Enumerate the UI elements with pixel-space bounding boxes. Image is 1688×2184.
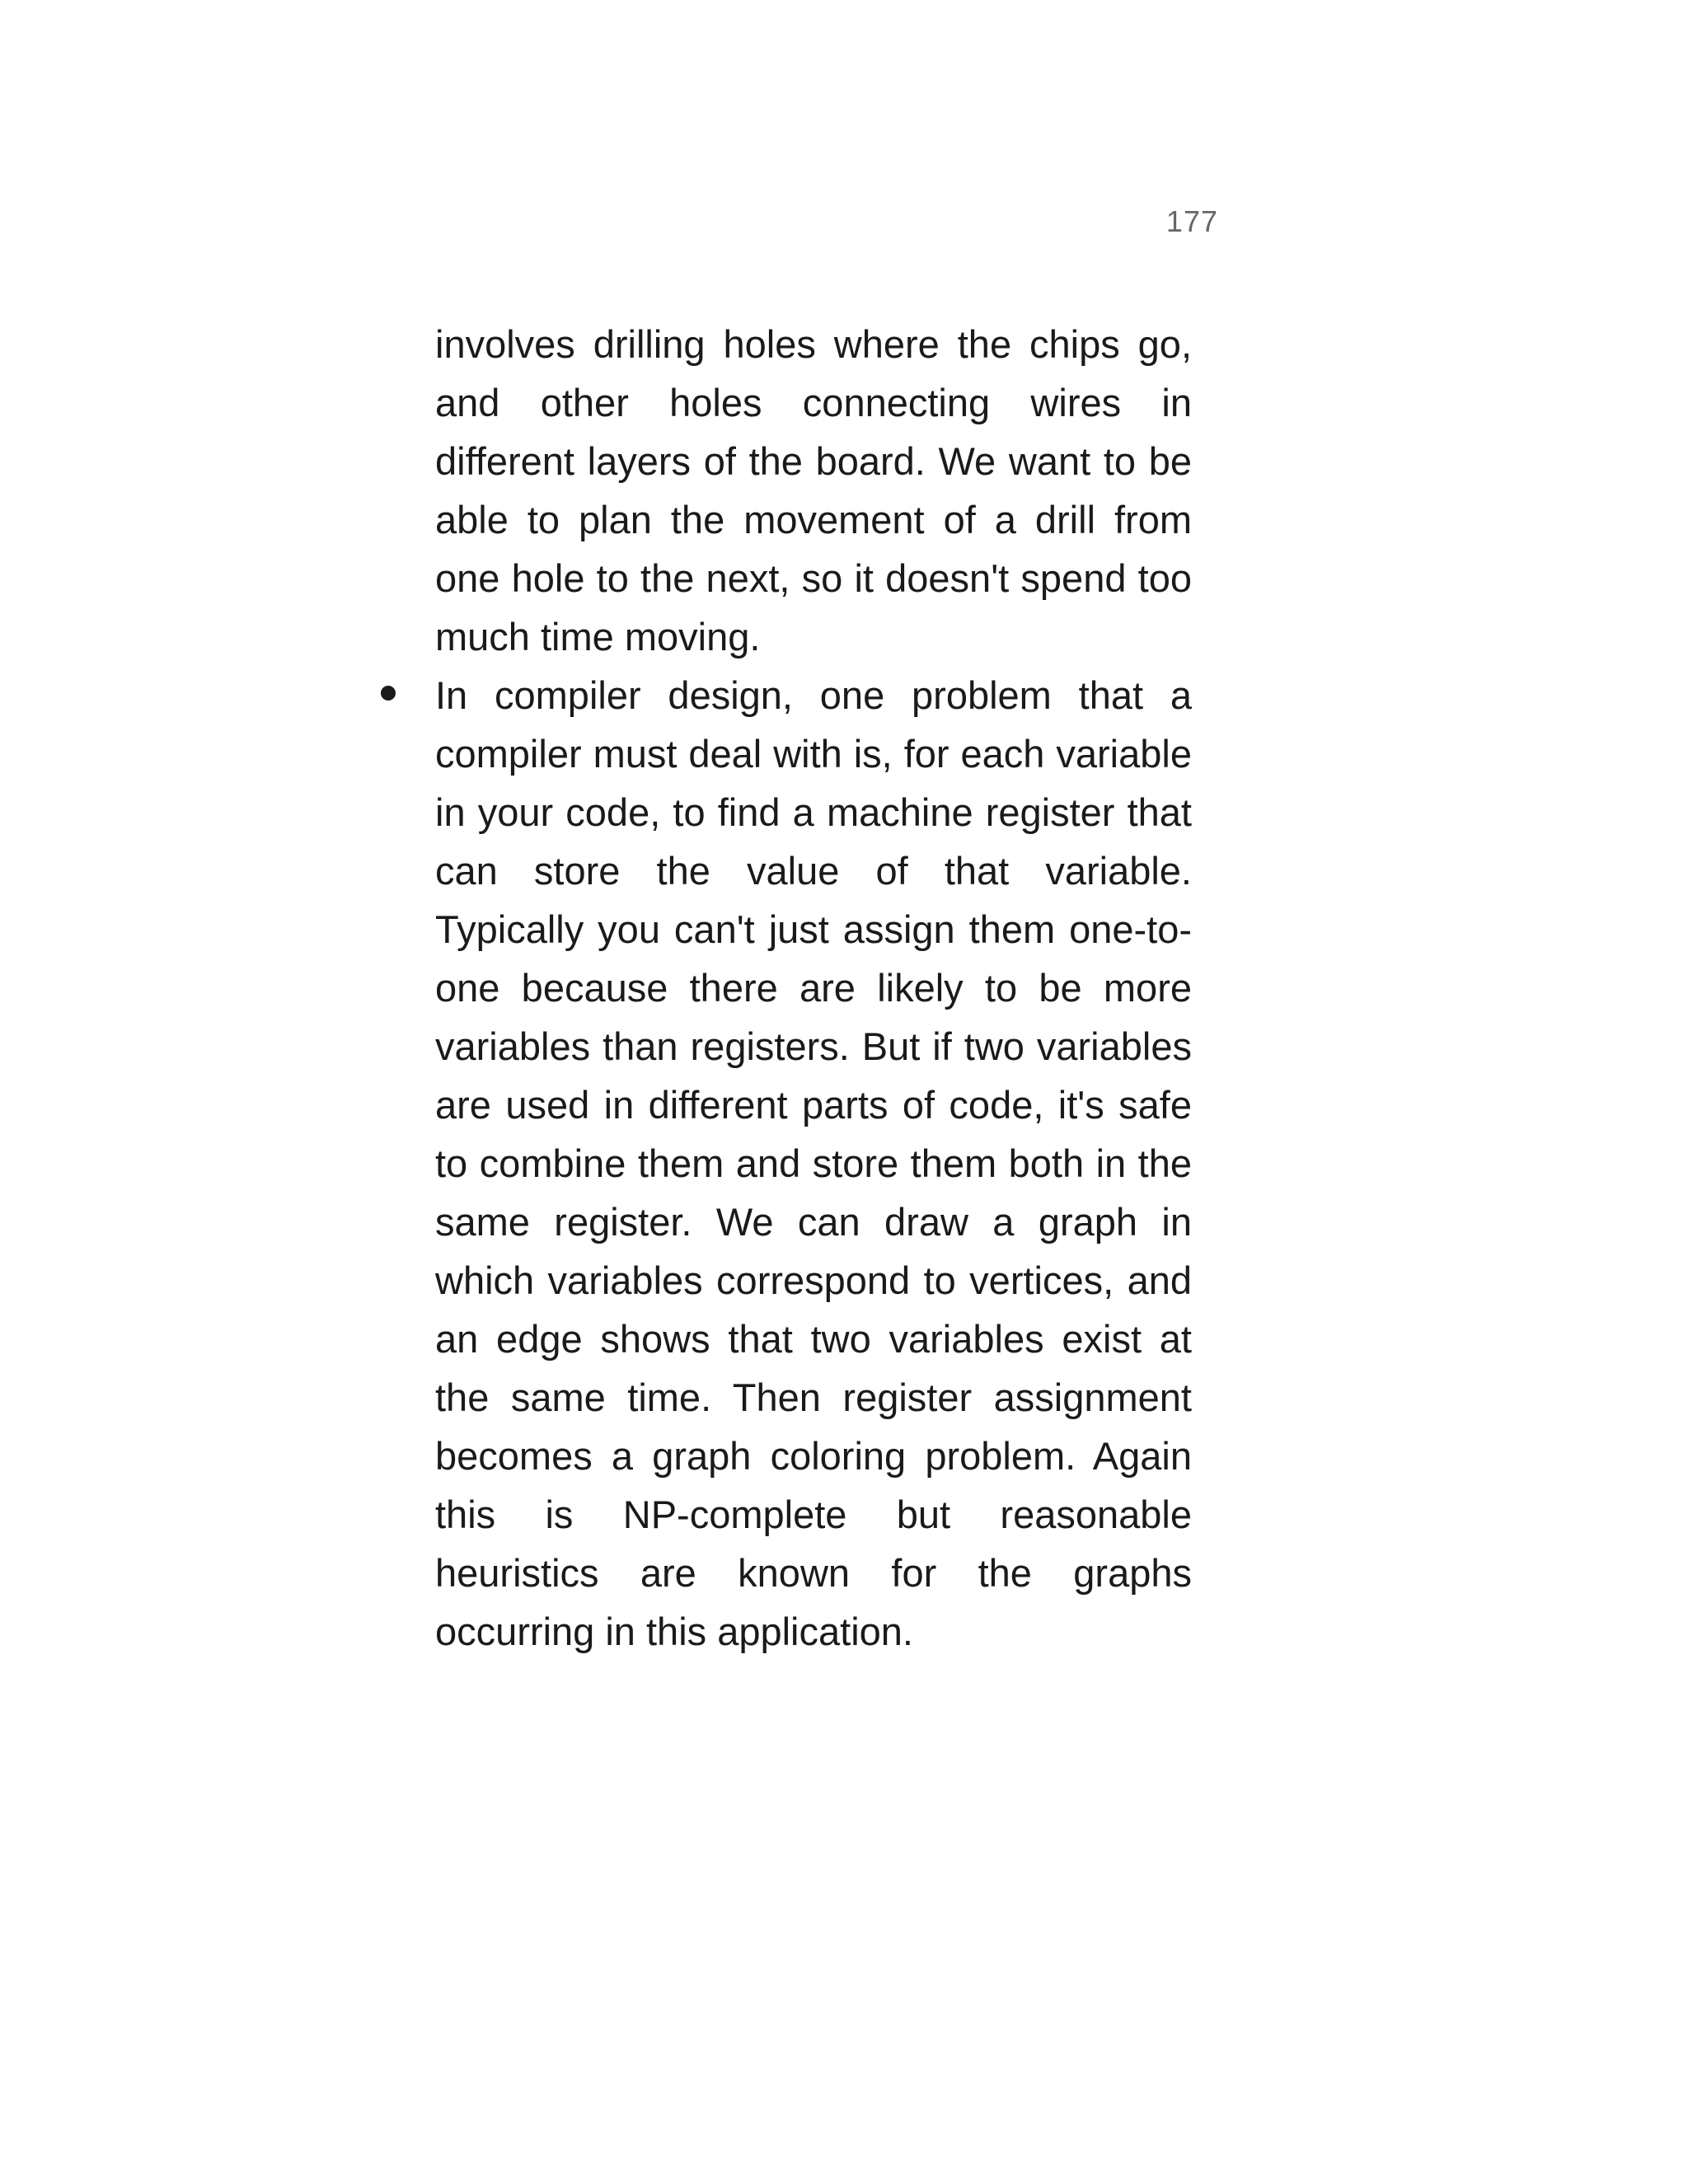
bullet-paragraph: In compiler design, one problem that a compiler must deal with is, for each variable in your code, to find a machine register that can store the value of that variable. Typically you can't just assign them one-to-one because there are likely to be more variables than registers. But if two variables are used in different parts of code, it's safe to combine them and store them both in the same register. We can draw a graph in which variables correspond to vertices, and an edge shows that two variables exist at the same time. Then register assignment becomes a graph coloring problem. Again this is NP-complete but reasonable heuristics are known for the graphs occurring in this application. [435, 673, 1192, 1653]
bullet-dot-icon [381, 686, 396, 701]
bullet-list [435, 666, 1192, 1661]
body-text [435, 315, 1192, 1661]
page-number: 177 [1165, 204, 1218, 238]
list-item [435, 666, 1192, 1661]
continuation-paragraph: involves drilling holes where the chips go, and other holes connecting wires in different layers of the board. We want to be able to plan the movement of a drill from one hole to the next, so it doesn't spend too much time moving. [435, 322, 1192, 658]
